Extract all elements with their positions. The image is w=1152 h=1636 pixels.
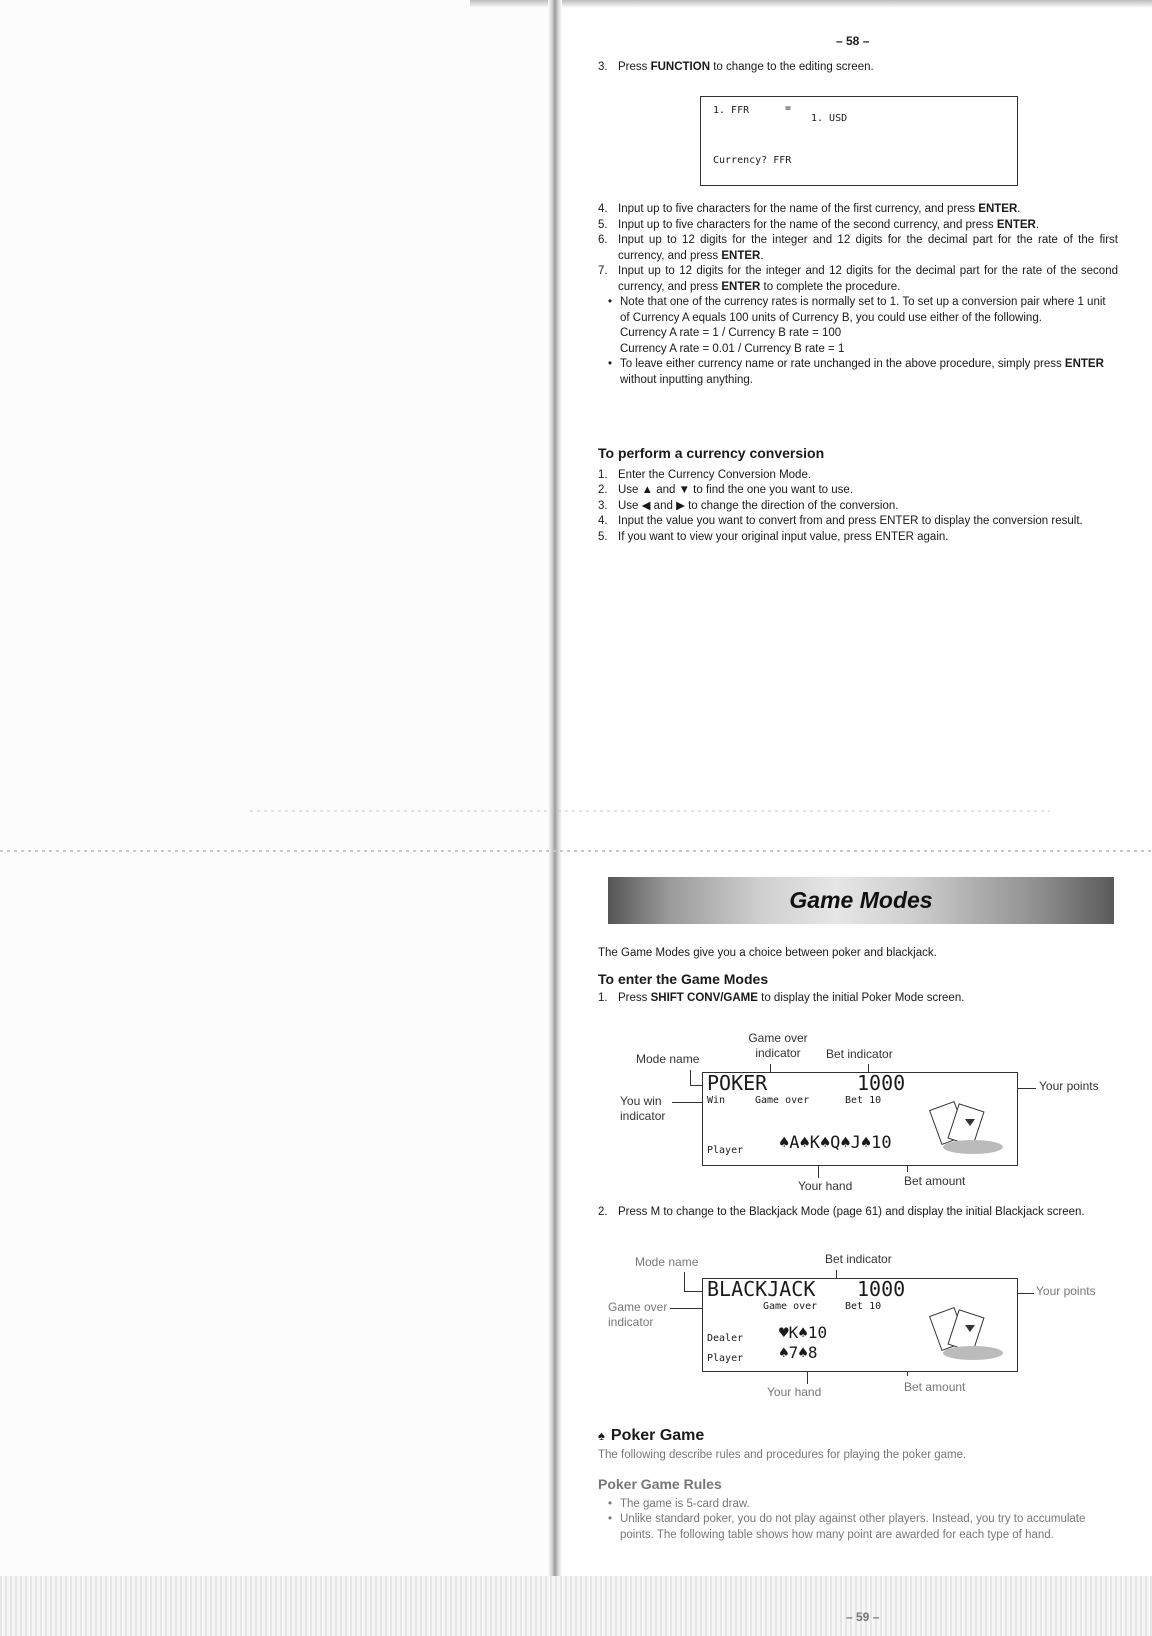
page-number-59: – 59 –	[846, 1610, 880, 1624]
label-your-hand: Your hand	[767, 1385, 822, 1399]
poker-lcd	[702, 1072, 1018, 1166]
section-heading: To enter the Game Modes	[598, 970, 769, 987]
step-number: 1.	[598, 468, 608, 481]
page-number-58: – 58 –	[836, 34, 870, 48]
section-heading: To perform a currency conversion	[598, 445, 825, 461]
lcd-dealer-label: Dealer	[707, 1333, 744, 1344]
leader-line	[690, 1070, 691, 1086]
scan-edge-top	[470, 0, 1152, 8]
step-text: Input up to five characters for the name of the first currency, and press	[618, 203, 979, 215]
intro-text: The following describe rules and procedures for playing the poker game.	[598, 1448, 967, 1461]
leader-line	[684, 1272, 685, 1292]
label-your-points: Your points	[1036, 1284, 1096, 1298]
label-mode-name: Mode name	[635, 1255, 699, 1269]
lcd-bet: Bet 10	[845, 1301, 882, 1312]
note-text: without inputting anything.	[620, 373, 753, 386]
step-3	[598, 60, 1118, 76]
label-bet-indicator: Bet indicator	[825, 1252, 892, 1266]
rules-heading: Poker Game Rules	[598, 1476, 722, 1492]
lcd-mode-title: POKER	[707, 1071, 768, 1095]
label-you-win: You win indicator	[620, 1094, 666, 1123]
page-divider	[0, 850, 1152, 852]
lcd-bet: Bet 10	[845, 1095, 882, 1106]
step-number: 5.	[598, 530, 608, 543]
label-your-hand: Your hand	[798, 1179, 853, 1193]
key-name: ENTER	[1064, 358, 1104, 370]
lcd-text: 1. FFR	[713, 105, 750, 116]
lcd-mode-title: BLACKJACK	[707, 1277, 816, 1301]
step-text: .	[1017, 203, 1021, 215]
step-text: If you want to view your original input value, press ENTER again.	[618, 530, 949, 543]
step-number: 5.	[598, 218, 608, 231]
facing-page-blank	[0, 0, 560, 1636]
page-divider-faint	[250, 810, 1050, 812]
note-example: Currency A rate = 1 / Currency B rate = 100	[620, 327, 842, 339]
lcd-text: Currency? FFR	[713, 155, 792, 166]
blackjack-lcd	[702, 1278, 1018, 1372]
step-text: Use ▲ and ▼ to find the one you want to use.	[618, 484, 854, 496]
lcd-dealer-hand: ♥K♠10	[779, 1323, 828, 1342]
conversion-section	[598, 446, 1118, 545]
label-bet-indicator: Bet indicator	[826, 1047, 893, 1061]
step-number: 2.	[598, 484, 608, 496]
leader-line	[690, 1085, 702, 1086]
step-number: 2.	[598, 1206, 608, 1218]
step-text: Input the value you want to convert from and press ENTER to display the conversion result.	[618, 515, 1083, 527]
intro-text: The Game Modes give you a choice between poker and blackjack.	[598, 947, 937, 959]
cards-icon	[929, 1303, 1009, 1363]
label-bet-amount: Bet amount	[904, 1174, 966, 1188]
label-your-points: Your points	[1039, 1079, 1099, 1093]
step-2	[598, 1205, 1118, 1221]
section-heading: Poker Game	[610, 1427, 705, 1444]
rule-text: The game is 5-card draw.	[620, 1497, 750, 1510]
leader-line	[684, 1291, 702, 1292]
key-name: ENTER	[721, 280, 761, 293]
step-text: Press	[618, 992, 651, 1004]
label-game-over: Game over indicator	[608, 1300, 668, 1329]
step-number: 6.	[598, 234, 608, 246]
step-text: to change to the editing screen.	[710, 61, 874, 73]
game-modes-intro	[598, 946, 1118, 1007]
step-number: 1.	[598, 992, 608, 1004]
label-mode-name: Mode name	[636, 1052, 700, 1066]
step-text: to display the initial Poker Mode screen.	[757, 992, 965, 1004]
step-text: Input up to five characters for the name of the second currency, and press	[618, 218, 997, 231]
banner-title: Game Modes	[789, 887, 933, 913]
lcd-game-over: Game over	[755, 1095, 810, 1106]
key-name: SHIFT CONV/GAME	[650, 992, 758, 1004]
step-number: 7.	[598, 265, 608, 277]
game-modes-banner	[608, 877, 1114, 924]
lcd-points: 1000	[857, 1071, 906, 1095]
step-number: 4.	[598, 515, 608, 527]
rule-text: Unlike standard poker, you do not play against other players. Instead, you try to accumulate points. The following table shows how many point are awarded for each type of hand.	[620, 1513, 1086, 1541]
note-text: To leave either currency name or rate unchanged in the above procedure, simply press	[620, 358, 1065, 370]
lcd-player-hand: ♠A♠K♠Q♠J♠10	[779, 1133, 892, 1153]
step-number: 3.	[598, 499, 608, 512]
step-text: Use ◀ and ▶ to change the direction of the conversion.	[618, 499, 899, 512]
key-name: ENTER	[978, 203, 1018, 215]
step-number: 3.	[598, 61, 608, 73]
key-name: ENTER	[996, 218, 1036, 231]
step-text: .	[1035, 218, 1040, 231]
step-number: 4.	[598, 203, 608, 215]
steps-4-7: 4. Input up to five characters for the name of the first currency, and press ENTER. 5. Input up to five characters for the name of the second currency, and press ENTER. 6. Input up to 12 digits for the integer and 12 digits for the decimal part for the rate of the first currency, and press ENTER. 7. Input up to 12 digits for the integer and 12 digits for the decimal part for the rate of the second currency, and press ENTER to complete the procedure. • Note that one of the currency rates is normally set to 1. To set up a conversion pair where 1 unit of Currency A equals 100 units of Currency B, you could use either of the following. Currency A rate = 1 / Currency B rate = 100 Currency A rate = 0.01 / Currency B rate = 1 • To leave either currency name or rate unchanged in the above procedure, simply press ENTER without inputting anything.	[598, 203, 1118, 386]
lcd-game-over: Game over	[763, 1301, 818, 1312]
note-text: Note that one of the currency rates is normally set to 1. To set up a conversion pair where 1 unit of Currency A equals 100 units of Currency B, you could use either of the following.	[620, 296, 1106, 324]
lcd-text: 1. USD	[811, 113, 848, 124]
key-name: ENTER	[721, 249, 761, 262]
step-text: Input up to 12 digits for the integer and 12 digits for the decimal part for the rate of the second currency, and press	[618, 265, 1118, 293]
lcd-player-label: Player	[707, 1145, 744, 1156]
lcd-player-hand: ♠7♠8	[779, 1343, 818, 1362]
key-name: FUNCTION	[650, 61, 711, 73]
card-suit-icon: ♠	[598, 1428, 605, 1443]
step-text: Press M to change to the Blackjack Mode (page 61) and display the initial Blackjack screen.	[618, 1206, 1085, 1218]
poker-game-section: ♠ Poker Game The following describe rules and procedures for playing the poker game. Poker Game Rules • The game is 5-card draw. • Unlike standard poker, you do not play against other players. Instead, you try to accumulate points. The following table shows how many point are awarded for each type of hand.	[598, 1428, 1118, 1543]
scan-edge-bottom	[0, 1576, 1152, 1636]
lcd-currency-edit	[700, 96, 1018, 186]
step-text: .	[760, 249, 764, 262]
lcd-player-label: Player	[707, 1353, 744, 1364]
step-text: Press	[618, 61, 651, 73]
label-bet-amount: Bet amount	[904, 1380, 966, 1394]
step-text: to complete the procedure.	[760, 280, 901, 293]
step-text: Enter the Currency Conversion Mode.	[618, 468, 812, 481]
lcd-win: Win	[707, 1095, 726, 1106]
lcd-text: =	[785, 103, 792, 114]
book-binding	[548, 0, 562, 1636]
cards-icon	[929, 1097, 1009, 1157]
step-text: Input up to 12 digits for the integer and 12 digits for the decimal part for the rate of the first currency, and press	[618, 234, 1118, 262]
label-game-over: Game over indicator	[748, 1031, 808, 1060]
leader-line	[672, 1102, 702, 1103]
lcd-points: 1000	[857, 1277, 906, 1301]
note-example: Currency A rate = 0.01 / Currency B rate = 1	[620, 342, 845, 355]
